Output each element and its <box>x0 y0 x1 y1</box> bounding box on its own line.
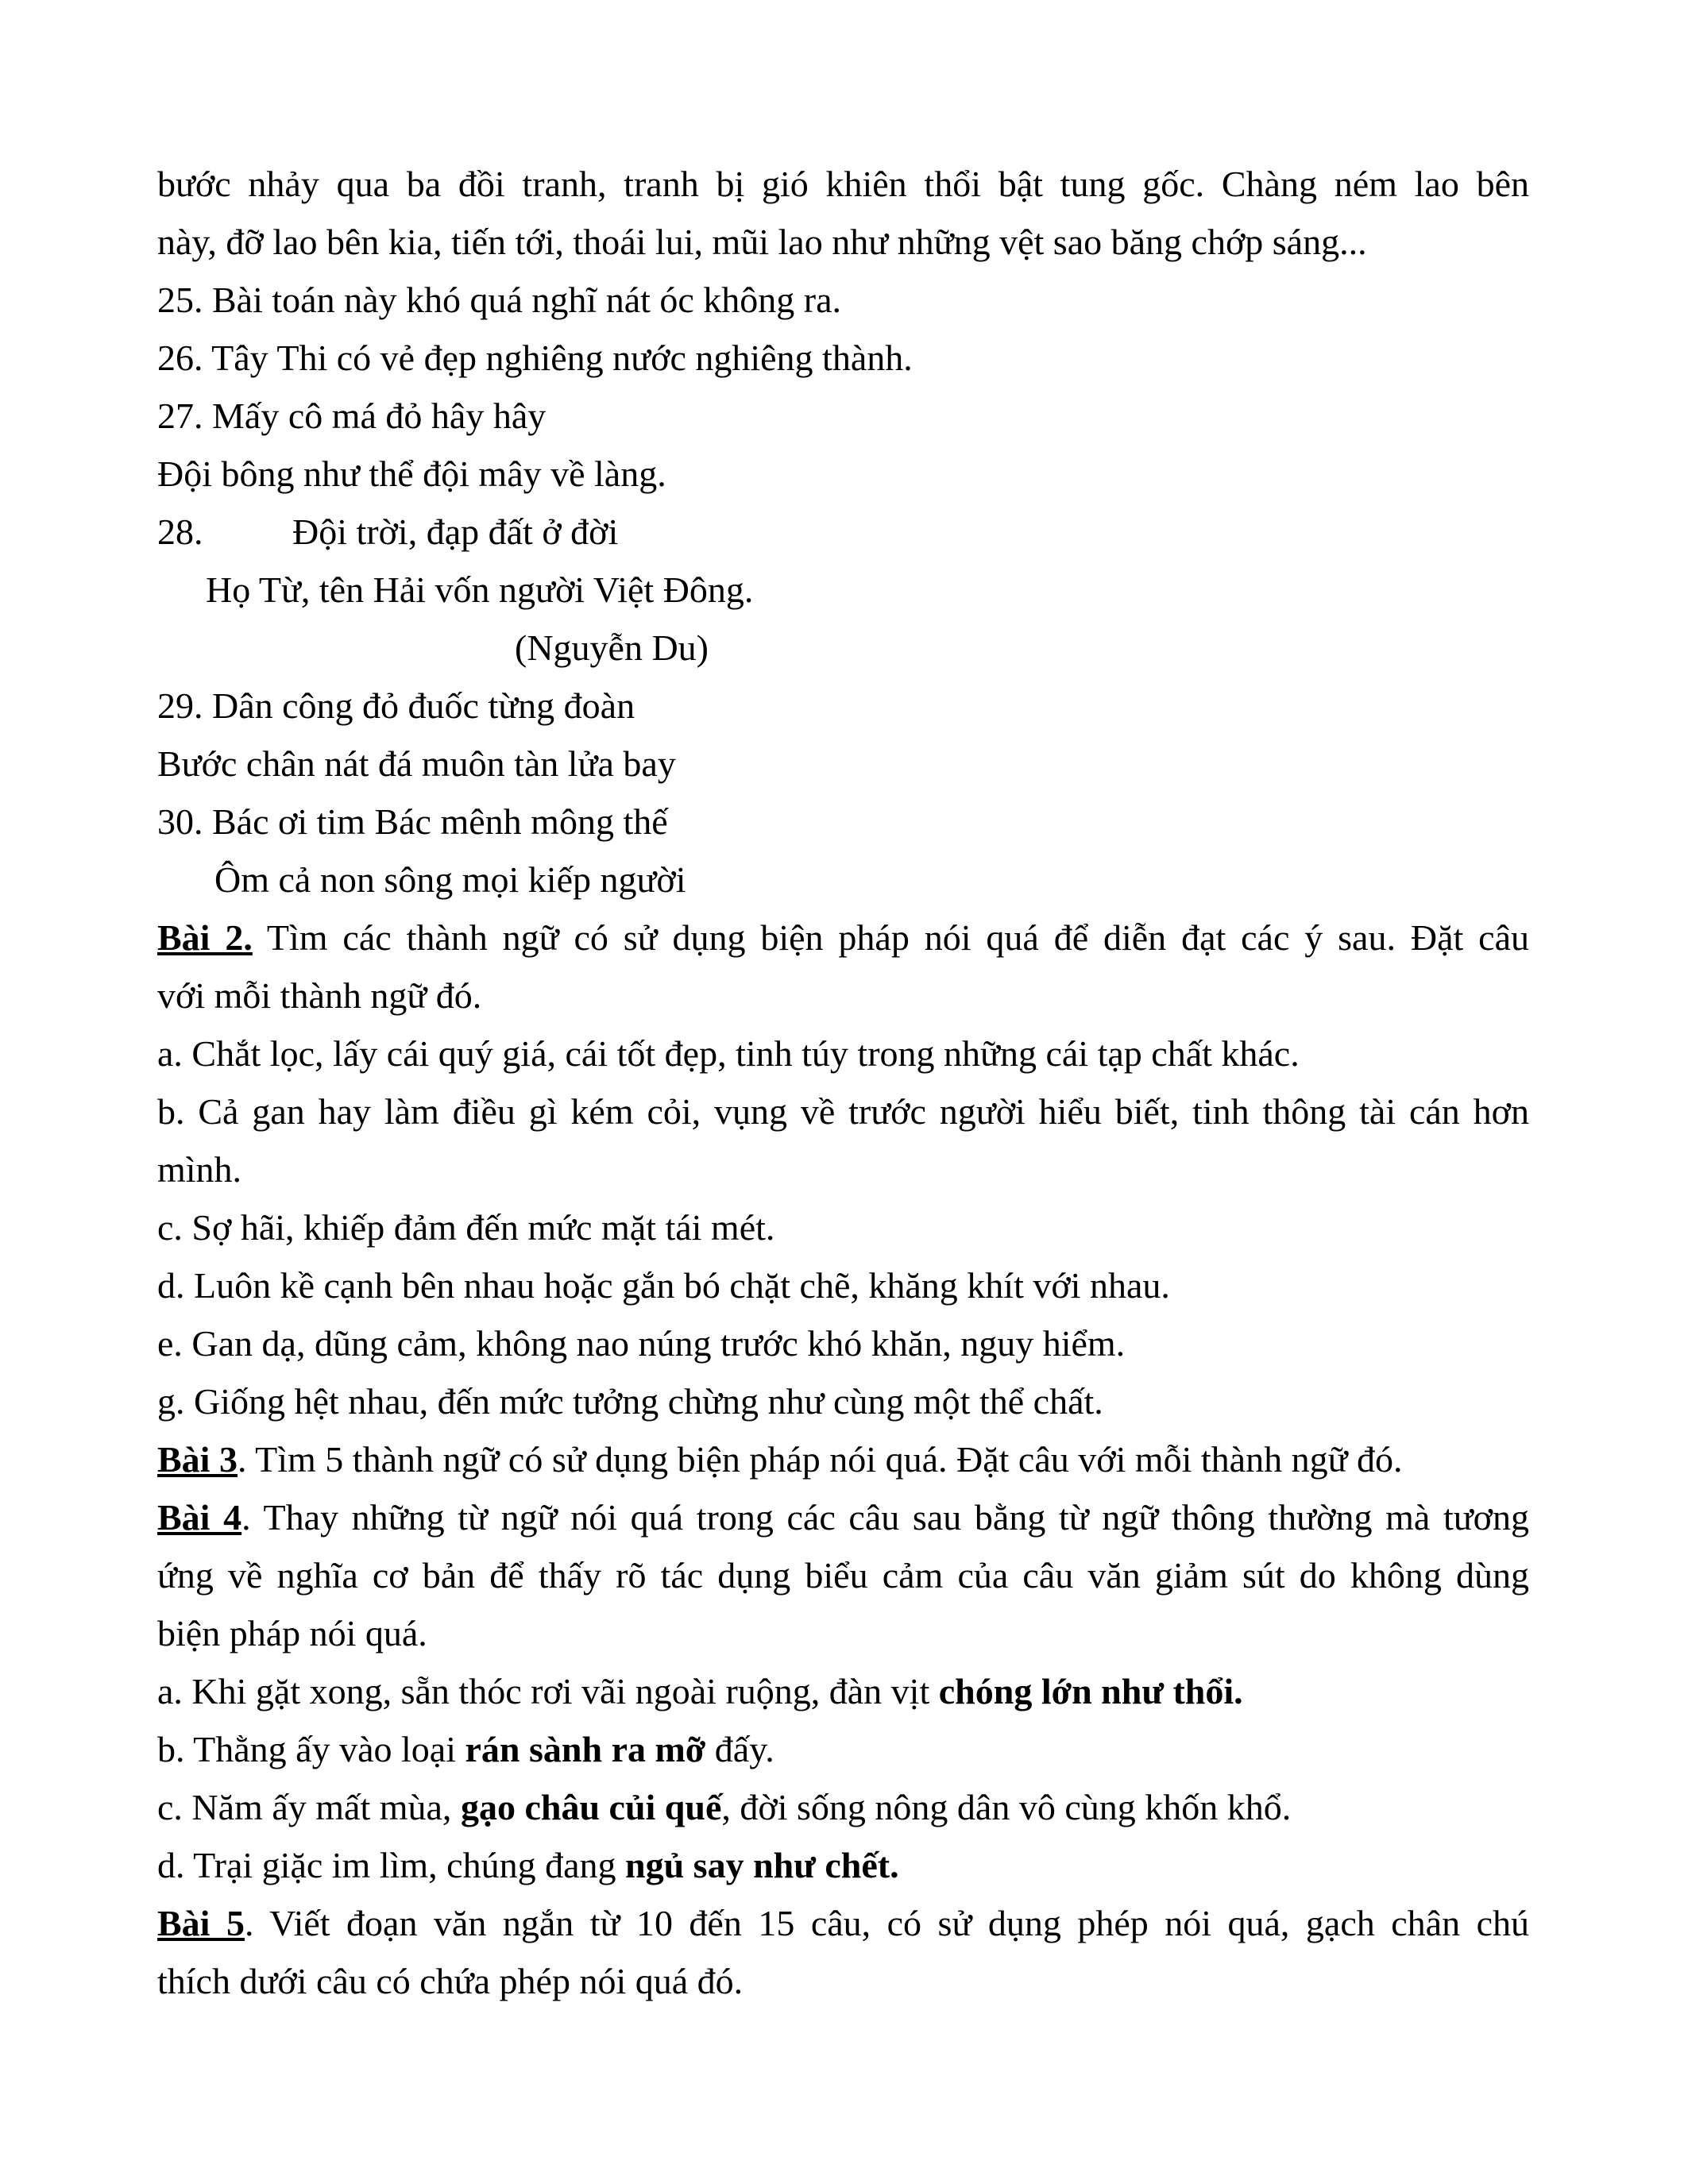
poem-line: Đội trời, đạp đất ở đời <box>292 511 619 552</box>
exercise-heading: Bài 4 <box>157 1497 242 1538</box>
item-text: a. Khi gặt xong, sẵn thóc rơi vãi ngoài ruộng, đàn vịt <box>157 1671 939 1711</box>
item-28 <box>157 503 1529 561</box>
item-27: 27. Mấy cô má đỏ hây hây <box>157 396 547 436</box>
text-line: bước nhảy qua ba đồi tranh, tranh bị gió khiên thổi bật tung gốc. Chàng ném lao bên <box>157 164 1529 204</box>
exercise-heading: Bài 3 <box>157 1439 238 1480</box>
poem-line: Ôm cả non sông mọi kiếp người <box>214 859 686 900</box>
item-number: 28. <box>157 511 203 552</box>
item-text: đấy. <box>705 1729 774 1769</box>
exercise-text: thích dưới câu có chứa phép nói quá đó. <box>157 1961 744 2001</box>
attribution: (Nguyễn Du) <box>515 627 709 668</box>
exercise-text: ứng về nghĩa cơ bản để thấy rõ tác dụng biểu cảm của câu văn giảm sút do không dùng <box>157 1555 1529 1596</box>
exercise-text: biện pháp nói quá. <box>157 1613 427 1653</box>
text-line: này, đỡ lao bên kia, tiến tới, thoái lui, mũi lao như những vệt sao băng chớp sáng... <box>157 222 1367 262</box>
exercise-text: . Tìm 5 thành ngữ có sử dụng biện pháp nói quá. Đặt câu với mỗi thành ngữ đó. <box>237 1439 1403 1480</box>
exercise-item-e: e. Gan dạ, dũng cảm, không nao núng trước khó khăn, nguy hiểm. <box>157 1323 1126 1364</box>
exercise-heading: Bài 5 <box>157 1903 245 1943</box>
item-29: 29. Dân công đỏ đuốc từng đoàn <box>157 685 635 726</box>
item-26: 26. Tây Thi có vẻ đẹp nghiêng nước nghiêng thành. <box>157 338 913 378</box>
exercise-item-b <box>157 1720 1529 1778</box>
exercise-item-b: b. Cả gan hay làm điều gì kém cỏi, vụng về trước người hiểu biết, tinh thông tài cán hơn <box>157 1091 1529 1132</box>
exercise-2 <box>157 909 1529 967</box>
item-30: 30. Bác ơi tim Bác mênh mông thế <box>157 801 668 842</box>
poem-line: Bước chân nát đá muôn tàn lửa bay <box>157 743 676 784</box>
exercise-text: . Thay những từ ngữ nói quá trong các câu sau bằng từ ngữ thông thường mà tương <box>241 1497 1530 1538</box>
item-text: b. Thằng ấy vào loại <box>157 1729 465 1769</box>
poem-line: Họ Từ, tên Hải vốn người Việt Đông. <box>206 569 754 610</box>
exercise-item-a: a. Chắt lọc, lấy cái quý giá, cái tốt đẹp, tinh túy trong những cái tạp chất khác. <box>157 1033 1300 1074</box>
exercise-item-d: d. Luôn kề cạnh bên nhau hoặc gắn bó chặt chẽ, khăng khít với nhau. <box>157 1265 1170 1306</box>
item-25: 25. Bài toán này khó quá nghĩ nát óc không ra. <box>157 280 842 320</box>
highlighted-phrase: chóng lớn như thổi. <box>938 1671 1243 1711</box>
exercise-text: . Viết đoạn văn ngắn từ 10 đến 15 câu, có sử dụng phép nói quá, gạch chân chú <box>244 1903 1529 1943</box>
item-text: , đời sống nông dân vô cùng khốn khổ. <box>721 1787 1292 1827</box>
exercise-4 <box>157 1488 1529 1546</box>
exercise-item-c: c. Sợ hãi, khiếp đảm đến mức mặt tái mét. <box>157 1207 775 1248</box>
exercise-item-b-cont: mình. <box>157 1149 242 1190</box>
highlighted-phrase: gạo châu củi quế <box>460 1787 722 1827</box>
poem-line: Đội bông như thể đội mây về làng. <box>157 453 666 494</box>
exercise-item-g: g. Giống hệt nhau, đến mức tưởng chừng như cùng một thể chất. <box>157 1381 1103 1422</box>
exercise-heading: Bài 2. <box>157 917 253 958</box>
document-page <box>157 155 1529 2010</box>
exercise-item-a <box>157 1662 1529 1720</box>
item-text: d. Trại giặc im lìm, chúng đang <box>157 1845 626 1885</box>
highlighted-phrase: ngủ say như chết. <box>625 1845 899 1885</box>
exercise-5 <box>157 1894 1529 1952</box>
exercise-item-c <box>157 1778 1529 1836</box>
exercise-3 <box>157 1430 1529 1488</box>
item-text: c. Năm ấy mất mùa, <box>157 1787 461 1827</box>
exercise-item-d <box>157 1836 1529 1894</box>
highlighted-phrase: rán sành ra mỡ <box>465 1729 706 1769</box>
exercise-text: Tìm các thành ngữ có sử dụng biện pháp nói quá để diễn đạt các ý sau. Đặt câu <box>252 917 1529 958</box>
exercise-text: với mỗi thành ngữ đó. <box>157 975 482 1016</box>
